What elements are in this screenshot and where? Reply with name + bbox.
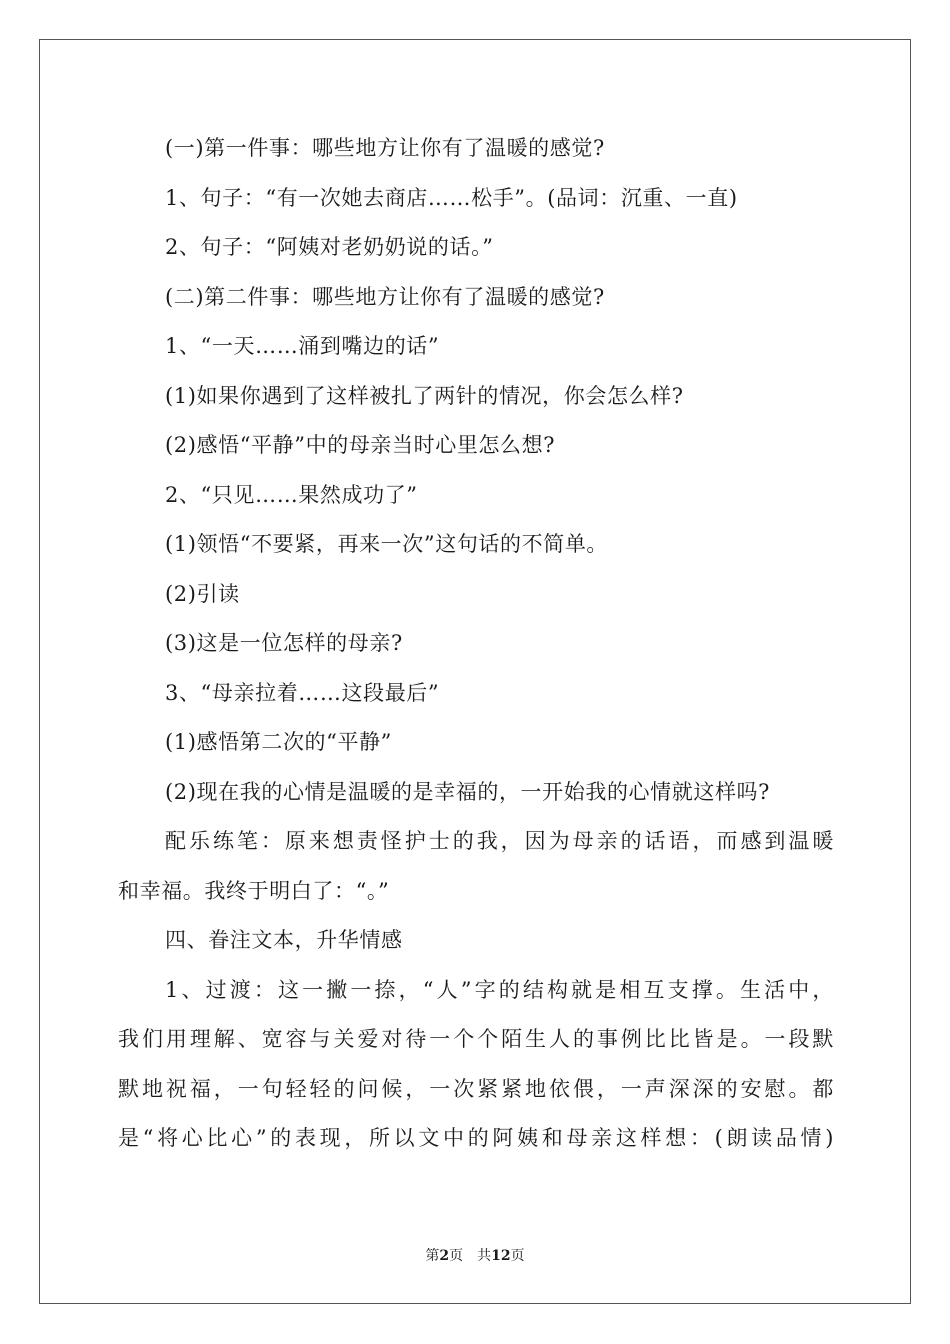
text-line: 1、“一天……涌到嘴边的话”	[165, 334, 440, 358]
text-line: (1)领悟“不要紧，再来一次”这句话的不简单。	[165, 532, 609, 556]
text-line: (3)这是一位怎样的母亲?	[165, 631, 403, 655]
text-line: 是“将心比心”的表现，所以文中的阿姨和母亲这样想：(朗读品情)	[118, 1126, 834, 1150]
text-line: 1、句子：“有一次她去商店……松手”。(品词：沉重、一直)	[165, 185, 738, 210]
text-line: 2、“只见……果然成功了”	[165, 482, 418, 507]
text-line: 3、“母亲拉着……这段最后”	[165, 680, 440, 705]
text-line: 默地祝福，一句轻轻的问候，一次紧紧地依偎，一声深深的安慰。都	[118, 1076, 834, 1101]
text-line: 四、眷注文本，升华情感	[165, 928, 403, 952]
page-footer	[0, 1246, 950, 1266]
text-line: 配乐练笔：原来想责怪护士的我，因为母亲的话语，而感到温暖	[165, 829, 834, 853]
text-line: 我们用理解、宽容与关爱对待一个个陌生人的事例比比皆是。一段默	[118, 1027, 834, 1051]
footer-suffix: 页	[510, 1248, 525, 1264]
text-line: (一)第一件事：哪些地方让你有了温暖的感觉?	[165, 136, 605, 160]
footer-total-pages: 12	[491, 1248, 511, 1264]
text-line: (1)如果你遇到了这样被扎了两针的情况，你会怎么样?	[165, 383, 684, 408]
footer-page-number: 2	[439, 1248, 450, 1264]
footer-middle: 页 共	[449, 1248, 492, 1264]
footer-prefix: 第	[425, 1248, 440, 1264]
text-line: (二)第二件事：哪些地方让你有了温暖的感觉?	[165, 284, 605, 309]
text-line: (2)感悟“平静”中的母亲当时心里怎么想?	[165, 433, 556, 457]
document-body	[118, 124, 834, 1164]
text-line: (1)感悟第二次的“平静”	[165, 730, 393, 754]
text-line: (2)现在我的心情是温暖的是幸福的，一开始我的心情就这样吗?	[165, 779, 771, 804]
text-line: 2、句子：“阿姨对老奶奶说的话。”	[165, 235, 494, 259]
text-line: 和幸福。我终于明白了：“。”	[118, 878, 390, 903]
text-line: (2)引读	[165, 581, 240, 606]
text-line: 1、过渡：这一撇一捺，“人”字的结构就是相互支撑。生活中，	[165, 977, 834, 1002]
